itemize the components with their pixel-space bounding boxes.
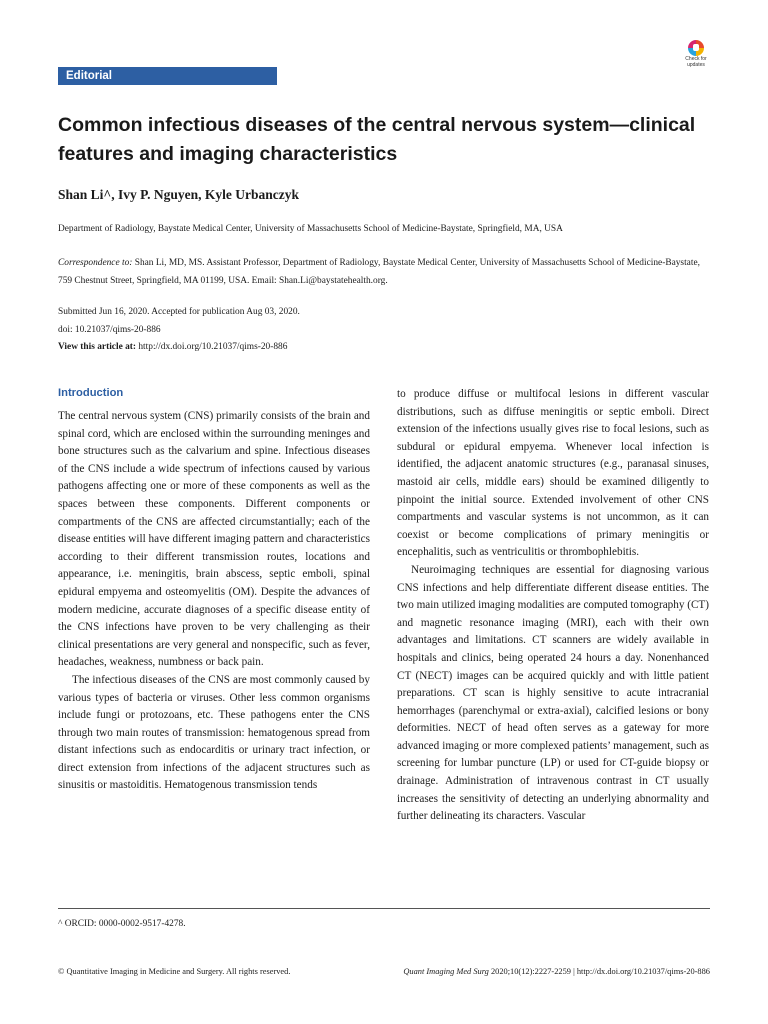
journal-citation-text: 2020;10(12):2227-2259 | http://dx.doi.org/10.21037/qims-20-886	[488, 967, 710, 976]
body-paragraph: to produce diffuse or multifocal lesions in different vascular distributions, such as diffuse meningitis or septic emboli. Direct extension of the infections usually gives rise to focal lesions, such as subdural or epidural empyema. Whenever local infection is identified, the adjacent anatomic structures (e.g., paranasal sinuses, mastoid air cells, middle ears) should be examined diligently to pinpoint the initial source. Extended involvement of other CNS compartments and vascular systems is not uncommon, as it can coexist or become complications of primary meningitis or encephalitis, such as ventriculitis or thrombophlebitis.	[397, 388, 709, 559]
author-list: Shan Li^, Ivy P. Nguyen, Kyle Urbanczyk	[58, 187, 300, 202]
correspondence-label: Correspondence to:	[58, 258, 133, 268]
submission-dates: Submitted Jun 16, 2020. Accepted for publication Aug 03, 2020.	[58, 307, 300, 317]
journal-citation	[403, 965, 710, 979]
check-for-updates-caption: Check for updates	[685, 56, 707, 68]
right-column	[397, 386, 709, 826]
affiliation: Department of Radiology, Baystate Medical Center, University of Massachusetts School of Medicine-Baystate, Springfield, MA, USA	[58, 224, 563, 234]
left-column	[58, 384, 370, 795]
correspondence	[58, 255, 710, 290]
body-paragraph: The central nervous system (CNS) primarily consists of the brain and spinal cord, which are enclosed within the surrounding meninges and bone structures such as the calvarium and spine. Infectious diseases of the CNS include a wide spectrum of infections caused by various pathogens affecting one or more of these components as well as the spaces between these components. Different components or compartments of the CNS are affected circumstantially; each of the disease entities will have different imaging pattern and characteristics according to their different transmission routes, locations and appearance, i.e. meningitis, brain abscess, septic emboli, spinal epidural empyema and osteomyelitis (OM). Despite the advances of modern medicine, accurate diagnoses of a specific disease entity of the CNS infections have proven to be very challenging as their clinical presentations are very general and nonspecific, such as fever, headaches, weakness, numbness or back pain.	[58, 410, 370, 669]
check-for-updates-badge[interactable]	[678, 40, 714, 72]
journal-name: Quant Imaging Med Surg	[403, 967, 489, 976]
article-dates	[58, 304, 708, 357]
article-title: Common infectious diseases of the central nervous system—clinical features and imaging characteristics	[58, 114, 696, 165]
doi: doi: 10.21037/qims-20-886	[58, 324, 161, 335]
copyright-notice: © Quantitative Imaging in Medicine and Surgery. All rights reserved.	[58, 967, 291, 976]
body-paragraph: The infectious diseases of the CNS are most commonly caused by various types of bacteria or viruses. Other less common organisms include fungi or protozoans, etc. These pathogens enter the CNS through two main routes of transmission: hematogenous spread from distant infections such as endocarditis or urinary tract infection, or direct extension from infections of the adjacent structures such as sinusitis or mastoiditis. Hematogenous transmission tends	[58, 673, 370, 792]
orcid-footnote: ^ ORCID: 0000-0002-9517-4278.	[58, 919, 186, 929]
check-for-updates-icon	[688, 40, 704, 56]
view-article-link[interactable]: http://dx.doi.org/10.21037/qims-20-886	[136, 342, 288, 352]
section-label: Editorial	[58, 67, 277, 85]
introduction-heading: Introduction	[58, 387, 124, 399]
view-article-line	[58, 339, 708, 357]
view-article-label: View this article at:	[58, 342, 137, 352]
footnote-divider	[58, 908, 710, 909]
body-paragraph: Neuroimaging techniques are essential for diagnosing various CNS infections and help differentiate different disease entities. The two main utilized imaging modalities are computed tomography (CT) and magnetic resonance imaging (MRI), each with their own advantages and limitations. CT scanners are widely available in hospitals and clinics, being operated 24 hours a day. Nonenhanced CT (NECT) images can be acquired quickly and with little patient preparations. CT scan is highly sensitive to acute intracranial hemorrhages (parenchymal or extra-axial), calcified lesions or bony deformities. NECT of head often serves as a gateway for more advanced imaging or more complexed patients’ management, such as screening for lumbar puncture (LP) or used for CT-guide biopsy or drainage. Administration of intravenous contrast in CT usually increases the sensitivity of detecting an underlying abnormality and further delineating its characters. Vascular	[397, 563, 709, 823]
correspondence-text: Shan Li, MD, MS. Assistant Professor, Department of Radiology, Baystate Medical Center, University of Massachusetts School of Medicine-Baystate, 759 Chestnut Street, Springfield, MA 01199, USA. Email: Shan.Li@baystatehealth.org.	[58, 258, 700, 286]
